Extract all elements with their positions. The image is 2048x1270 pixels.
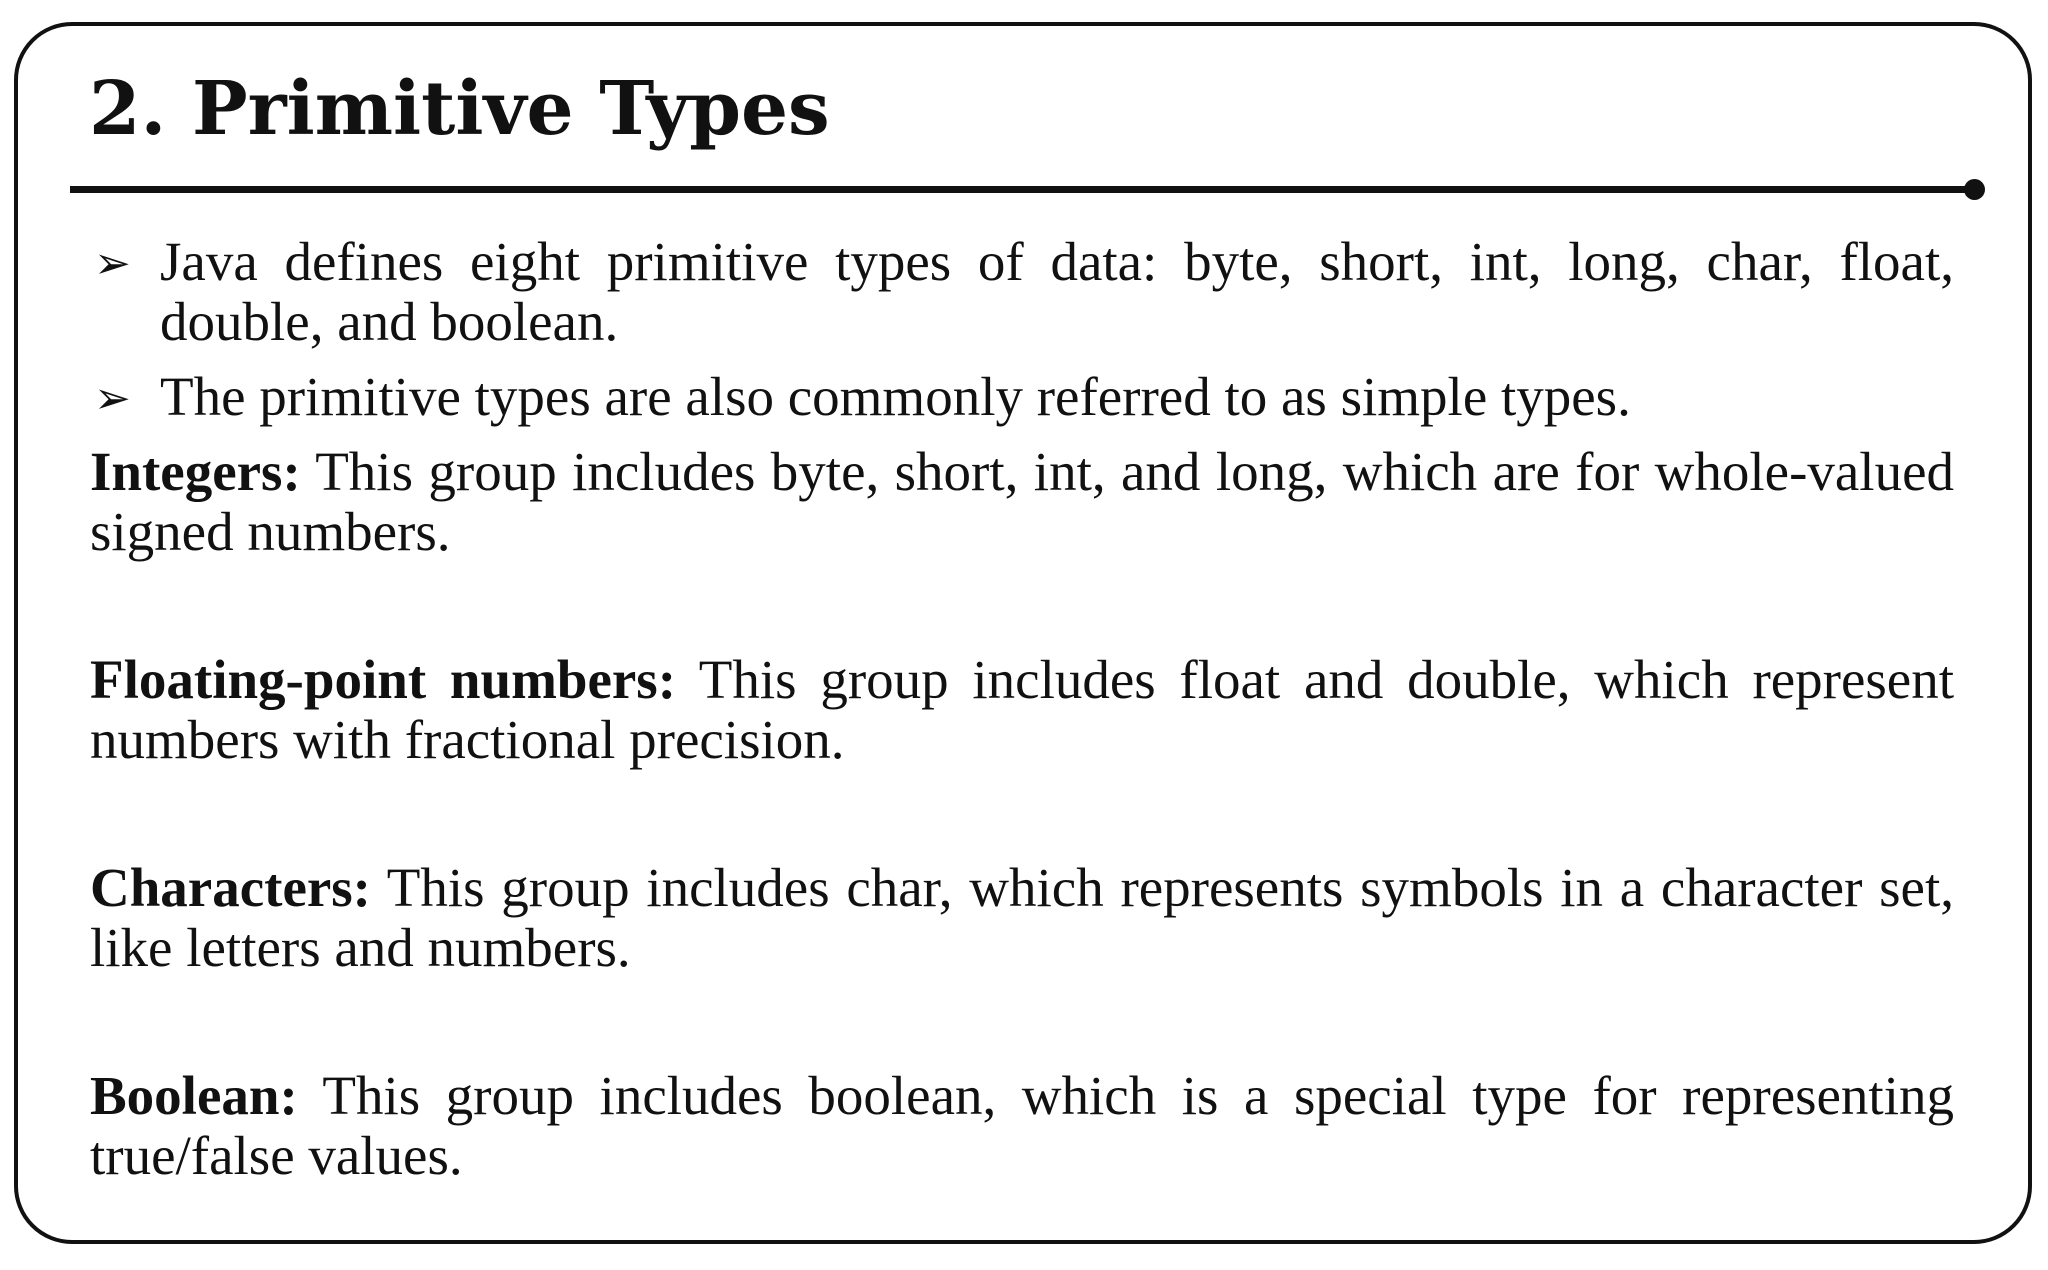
bullet-item-simple-types (90, 367, 1954, 427)
group-floating-point (90, 650, 1954, 770)
title-divider (70, 186, 1972, 193)
bullet-text: Java defines eight primitive types of data: byte, short, int, long, char, float, double, and boolean. (160, 231, 1954, 352)
group-term: Floating-point numbers: (90, 649, 677, 710)
bullet-item-primitive-types (90, 232, 1954, 352)
page-title: 2. Primitive Types (89, 66, 830, 152)
content-body (90, 232, 1954, 1186)
group-characters (90, 858, 1954, 978)
group-description: This group includes char, which represents symbols in a character set, like letters and numbers. (90, 857, 1954, 978)
group-description: This group includes float and double, which represent numbers with fractional precision. (90, 649, 1954, 770)
group-term: Boolean: (90, 1065, 298, 1126)
arrowhead-bullet-icon: ➢ (94, 238, 131, 289)
bullet-text: The primitive types are also commonly referred to as simple types. (160, 366, 1631, 427)
group-integers (90, 442, 1954, 562)
group-description: This group includes byte, short, int, and long, which are for whole-valued signed numbers. (90, 441, 1954, 562)
divider-end-dot (1964, 179, 1985, 200)
group-boolean (90, 1066, 1954, 1186)
group-term: Integers: (90, 441, 301, 502)
group-description: This group includes boolean, which is a special type for representing true/false values. (90, 1065, 1954, 1186)
group-term: Characters: (90, 857, 371, 918)
arrowhead-bullet-icon: ➢ (94, 373, 131, 424)
